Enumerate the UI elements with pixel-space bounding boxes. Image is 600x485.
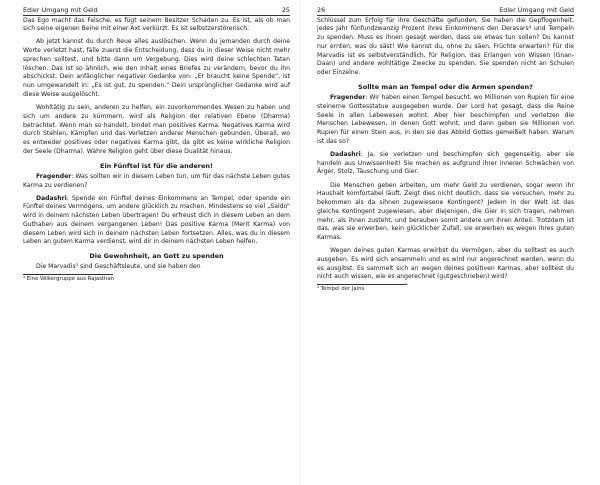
- qa-paragraph: [23, 195, 290, 248]
- qa-paragraph: [317, 94, 574, 147]
- running-header: [317, 6, 574, 14]
- right-page: [300, 0, 600, 485]
- speech-text: : Spende ein Fünftel deines Einkommens an Tempel, oder spende ein Fünftel deines Vermögens, um andere glücklich zu machen. Mindestens so viel „Saldo“ wird in deinem nächsten Leben übertragen! Du erfreust dich in diesem Leben an dem Guthaben aus deinem vergangenen Leben! Das positive Karma (Merit Karma) von diesem Leben wird sich in deinem nächsten Leben fortsetzen. Alles, was du in diesem Leben an gutem Karma verdienst, wird dir in deinem nächsten Leben helfen.: [23, 194, 290, 246]
- paragraph: Die Marvadis³ sind Geschäftsleute, und sie haben den: [36, 263, 201, 271]
- paragraph: Ab jetzt kannst du durch Reue alles auslöschen. Wenn du jemanden durch deine Worte verletzt hast, fälle zuerst die Entscheidung, dass du in dieser Weise nicht mehr sprechen solltest, und bitte dann um Vergebung. Dies wird deine schlechten Taten löschen. Das ist so ähnlich, wie den Inhalt eines Briefes zu verändern, bevor du ihn abschickst. Dein anfänglicher negativer Gedanke von: „Er braucht keine Spende“, ist nun umgewandelt in: „Es ist gut, zu spenden.“ Dein ursprünglicher Gedanke wird auf diese Weise ausgelöscht.: [23, 38, 290, 98]
- page-number: 25: [281, 6, 290, 14]
- paragraph: Wohltätig zu sein, anderen zu helfen, ein zuvorkommendes Wesen zu haben und sich um andere zu kümmern, wird als Religion der relativen Ebene (Dharma) betrachtet. Wenn man so handelt, bindet man positives Karma. Negatives Karma wird durch Stehlen, Kämpfen und das Verletzen anderer Menschen gebunden. Überall, wo es entweder positives oder negatives Karma gibt, da gibt es keine wirkliche Religion der Seele (Dharma). Wahre Religion geht über diese Dualität hinaus.: [23, 104, 290, 155]
- paragraph: Das Ego macht das Falsche; es fügt seinem Besitzer Schaden zu. Es ist, als ob man sich seine eigenen Beine mit einer Axt verkürzt. Es ist selbstzerstörerisch.: [23, 16, 290, 33]
- section-heading: Die Gewohnheit, an Gott zu spenden: [89, 252, 224, 261]
- header-title: Edler Umgang mit Geld: [23, 6, 98, 14]
- paragraph: Wegen deines guten Karmas erwirbst du Vermögen, aber du solltest es auch ausgeben. Es wird sich ansammeln und es wird nur angerechnet werden, wenn du es ausgibst. Es sammelt sich an wegen deines positiven Karmas, aber solltest du nicht auch wissen, wie es angerechnet (gutgeschrieben) wird?: [317, 247, 574, 281]
- qa-paragraph: [23, 173, 290, 191]
- section-heading: Ein Fünftel ist für die anderen!: [100, 161, 213, 170]
- paragraph: Schlüssel zum Erfolg für ihre Geschäfte gefunden. Sie haben die Gepflogenheit, jedes Jahr fünfundzwanzig Prozent ihres Einkommens den Derasars⁴ und Tempeln zu spenden. Muss es ihnen gesagt werden, dass sie etwas tun sollen? Du kannst nur ernten, was du säst! Wie kannst du, ohne zu säen, Früchte erwarten? Für die Marvadis ist es selbstverständlich, für Religion, das Erlangen von Wissen (Gnan-Daan) und andere wohltätige Zwecke zu spenden. Sie spenden nicht an Schulen oder Einzelne.: [317, 16, 574, 76]
- speaker-name: Dadashri: [36, 194, 67, 202]
- qa-paragraph: [317, 151, 574, 177]
- header-title: Edler Umgang mit Geld: [499, 6, 574, 14]
- footnote: ³ Eine Völkergruppe aus Rajasthan: [23, 275, 115, 282]
- speaker-name: Dadashri: [330, 150, 361, 158]
- paragraph: Die Menschen geben arbeiten, um mehr Geld zu verdienen, sogar wenn ihr Haushalt komfortabel läuft. Zeigt dies nicht deutlich, dass sie versuchen, mehr zu bekommen als da sihnen zugewiesene Kontingent? Jedem in der Welt ist das gleiche Kontingent zugewiesen, aber diejenigen, die Gier in sich tragen, nehmen mehr, als ihnen zusteht, und berauben somit andere um ihren Anteil. Trotzdem ist das, was sie erwerben, kein glücklicher Zufall, sie erwerben es wegen ihres guten Karmas.: [317, 181, 574, 242]
- speaker-name: Fragender: [36, 172, 72, 180]
- running-header: [23, 6, 290, 14]
- speaker-name: Fragender: [330, 94, 366, 101]
- page-body: [23, 17, 290, 283]
- header-rule: [23, 15, 290, 16]
- speech-text: : Ja, sie verletzen und beschimpfen sich gegenseitig, aber sie handeln aus Unwissenheit! Sie machen es aufgrund ihrer inneren Schwächen von Ärger, Stolz, Täuschung und Gier.: [317, 150, 574, 176]
- footnote: ⁴ Tempel der Jains: [317, 285, 365, 292]
- footnote-rule: [317, 284, 407, 285]
- footnote-rule: [23, 274, 113, 275]
- speech-text: : Was sollten wir in diesem Leben tun, um für das nächste Leben gutes Karma zu verdienen?: [23, 172, 290, 189]
- page-body: [317, 17, 574, 293]
- page-number: 26: [317, 6, 326, 14]
- speech-text: : Wir haben einen Tempel besucht, wo Millionen von Rupien für eine steinerne Gottesstatue ausgegeben wurde. Der Lord hat gesagt, dass die Reine Seele in allen Lebewesen wohnt. Aber hier beschimpfen und verletzen die Menschen Lebewesen, in denen Gott wohnt, und dann geben sie Millionen von Rupien für einen Stein aus, in den sie das Abbild Gottes gemeißelt haben. Warum ist das so?: [317, 94, 574, 145]
- header-rule: [317, 15, 574, 16]
- section-heading: Sollte man an Tempel oder die Armen spenden?: [358, 82, 533, 91]
